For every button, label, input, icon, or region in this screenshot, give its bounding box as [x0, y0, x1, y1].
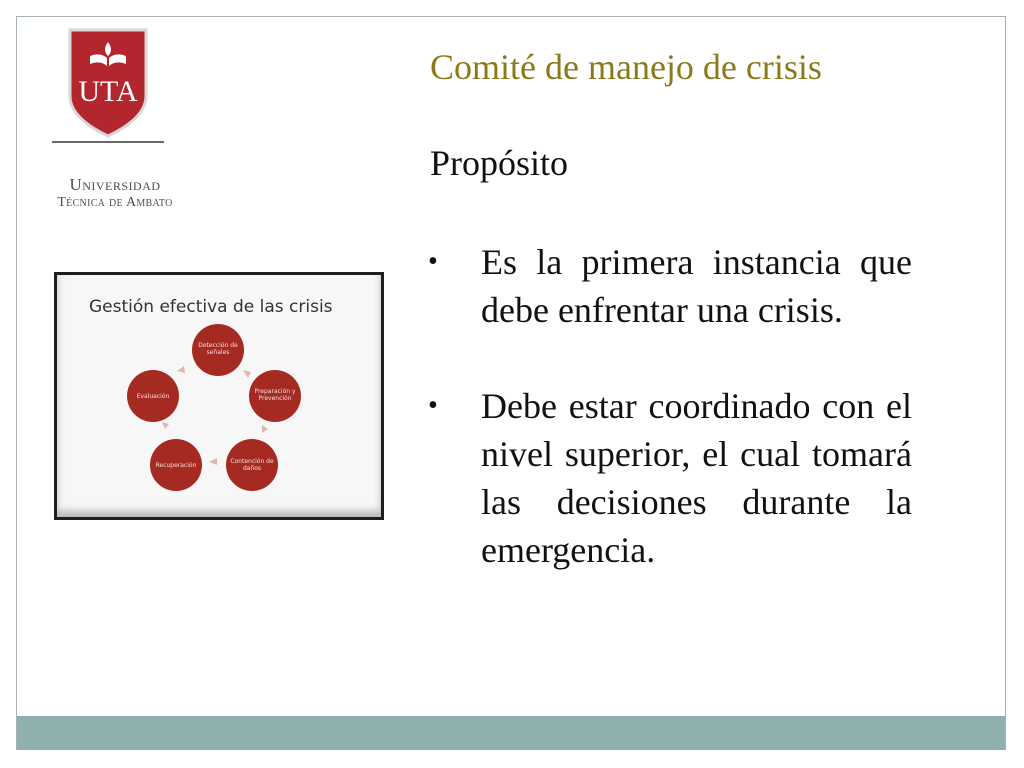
cycle-node	[127, 370, 179, 422]
crisis-cycle-image	[54, 272, 384, 520]
bullet-list	[428, 238, 912, 622]
book-flame-shield-icon	[40, 26, 190, 176]
cycle-diagram	[57, 275, 381, 517]
university-logo	[40, 26, 190, 210]
cycle-arrow	[162, 422, 169, 429]
node-label: Contención de	[230, 458, 274, 465]
bullet-item	[428, 238, 912, 334]
cycle-node	[226, 439, 278, 491]
bullet-text: Debe estar coordinado con el nivel superior, el cual tomará las decisiones durante la emergencia.	[481, 386, 912, 570]
node-label: Prevención	[258, 395, 292, 402]
slide-title: Comité de manejo de crisis	[430, 47, 822, 87]
logo-emblem-text: UTA	[78, 75, 138, 108]
cycle-node	[249, 370, 301, 422]
cycle-node	[150, 439, 202, 491]
cycle-node	[192, 324, 244, 376]
slide-subtitle: Propósito	[430, 143, 569, 183]
bullet-item	[428, 382, 912, 574]
bullet-text: Es la primera instancia que debe enfrentar una crisis.	[481, 242, 912, 330]
logo-institution-line: Técnica de Ambato	[57, 194, 173, 210]
node-label: Detección de	[198, 342, 238, 349]
image-title: Gestión efectiva de las crisis	[89, 297, 333, 317]
bullet-marker: •	[428, 390, 438, 421]
node-label: daños	[242, 465, 262, 472]
node-label: Preparación y	[254, 388, 296, 395]
bullet-marker: •	[428, 246, 438, 277]
footer-bar	[17, 716, 1005, 750]
logo-university-line: Universidad	[69, 175, 161, 194]
logo-wordmark	[40, 176, 190, 210]
cycle-arrow	[262, 425, 268, 433]
cycle-arrow	[209, 458, 217, 465]
cycle-arrow	[177, 366, 185, 373]
node-label: Evaluación	[136, 393, 170, 400]
cycle-arrow	[243, 370, 251, 378]
node-label: señales	[206, 349, 230, 356]
node-label: Recuperación	[155, 462, 197, 469]
